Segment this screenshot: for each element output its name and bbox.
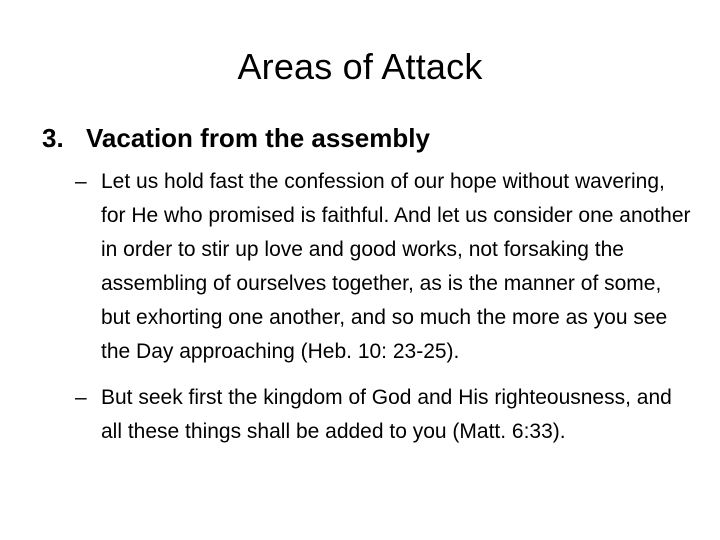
dash-bullet: – — [75, 386, 87, 409]
point-text: Vacation from the assembly — [86, 123, 430, 153]
subpoint-list — [75, 165, 695, 461]
slide-title: Areas of Attack — [237, 46, 483, 87]
subpoint-text: But seek first the kingdom of God and His righteousness, and all these things shall be added to you (Matt. 6:33). — [101, 386, 672, 443]
subpoint-text: Let us hold fast the confession of our hope without wavering, for He who promised is faithful. And let us consider one another in order to stir up love and good works, not forsaking the assembling of ourselves together, as is the manner of some, but exhorting one another, and so much the more as you see the Day approaching (Heb. 10: 23-25). — [101, 170, 691, 363]
point-number: 3. — [42, 123, 64, 153]
subpoint-matthew — [75, 381, 695, 449]
subpoint-hebrews — [75, 165, 695, 369]
dash-bullet: – — [75, 170, 87, 193]
numbered-point — [42, 118, 702, 158]
